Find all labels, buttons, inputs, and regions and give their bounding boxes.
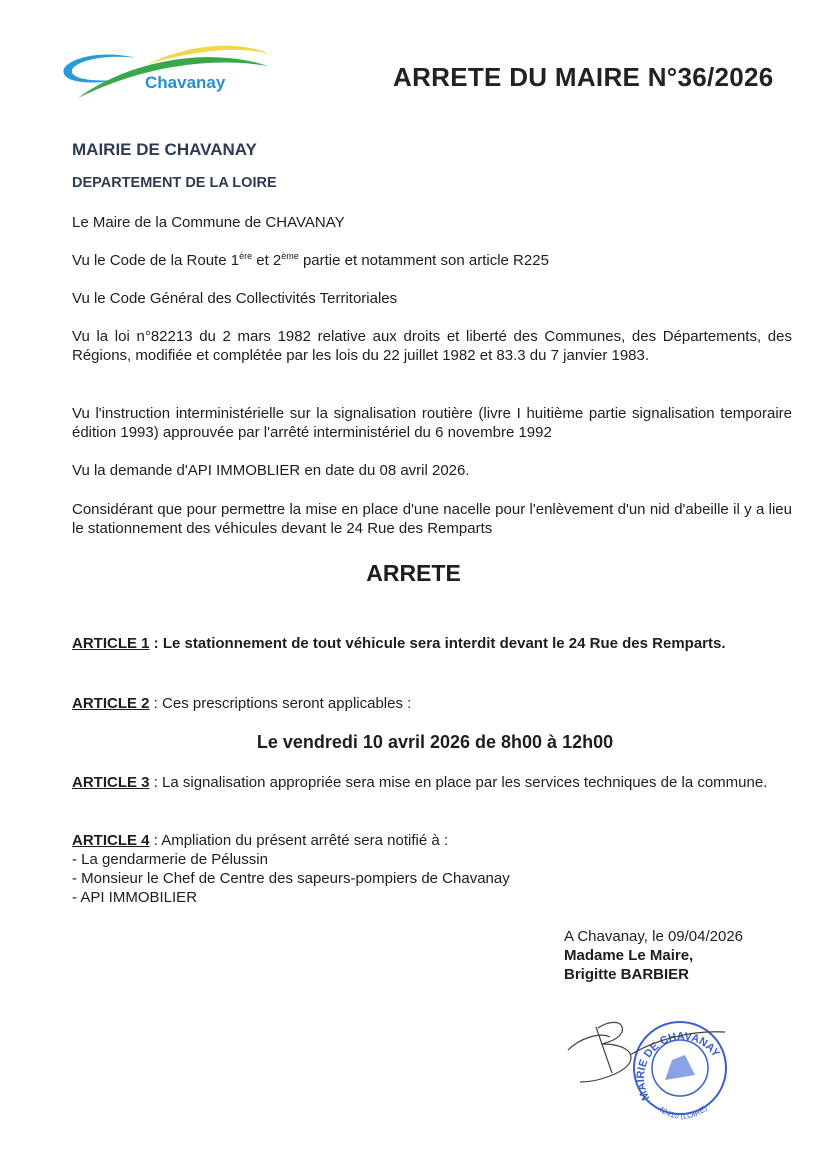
- signature-and-stamp: [560, 1010, 740, 1120]
- arrete-heading: ARRETE: [366, 560, 461, 586]
- preamble-loi: Vu la loi n°82213 du 2 mars 1982 relative aux droits et liberté des Communes, des Départements, des Régions, modifiée et complétée par les lois du 22 juillet 1982 et 83.3 du 7 janvier 1983.: [72, 328, 792, 364]
- official-stamp: [634, 1022, 726, 1120]
- svg-text:42410 (LOIRE): 42410 (LOIRE): [656, 1103, 709, 1120]
- recipient: - Monsieur le Chef de Centre des sapeurs-pompiers de Chavanay: [72, 870, 510, 887]
- chavanay-logo: [58, 36, 288, 106]
- document-title: ARRETE DU MAIRE N°36/2026: [393, 62, 774, 92]
- signature-block: [564, 927, 743, 984]
- recipient: - API IMMOBILIER: [72, 889, 198, 906]
- departement-heading: DEPARTEMENT DE LA LOIRE: [72, 175, 277, 191]
- date-line: Le vendredi 10 avril 2026 de 8h00 à 12h00: [256, 732, 614, 752]
- svg-text:MAIRIE DE CHAVANAY: MAIRIE DE CHAVANAY: [634, 1030, 722, 1103]
- article-4: ARTICLE 4 : Ampliation du présent arrêté sera notifié à :: [72, 832, 449, 849]
- article-2: ARTICLE 2 : Ces prescriptions seront applicables :: [72, 695, 412, 712]
- preamble-demande: Vu la demande d'API IMMOBLIER en date du 08 avril 2026.: [72, 462, 470, 479]
- place-date: A Chavanay, le 09/04/2026: [564, 928, 744, 945]
- preamble-maire: Le Maire de la Commune de CHAVANAY: [72, 214, 345, 231]
- article-3: ARTICLE 3 : La signalisation appropriée sera mise en place par les services techniques de la commune.: [72, 774, 768, 791]
- preamble-cgct: Vu le Code Général des Collectivités Territoriales: [72, 290, 398, 307]
- recipient: - La gendarmerie de Pélussin: [72, 851, 268, 868]
- article-1: ARTICLE 1 : Le stationnement de tout véhicule sera interdit devant le 24 Rue des Remparts.: [72, 635, 726, 652]
- signatory-name: Brigitte BARBIER: [564, 966, 690, 983]
- preamble-considerant: Considérant que pour permettre la mise en place d'une nacelle pour l'enlèvement d'un nid d'abeille il y a lieu le stationnement des véhicules devant le 24 Rue des Remparts: [72, 501, 792, 537]
- mairie-heading: MAIRIE DE CHAVANAY: [72, 140, 257, 159]
- preamble-code-route: Vu le Code de la Route 1ère et 2ème partie et notamment son article R225: [72, 251, 549, 269]
- recipient-list: [72, 850, 792, 907]
- logo-text: Chavanay: [145, 73, 226, 92]
- signatory-role: Madame Le Maire,: [564, 947, 694, 964]
- preamble-instruction: Vu l'instruction interministérielle sur la signalisation routière (livre I huitième partie signalisation temporaire édition 1993) approuvée par l'arrêté interministériel du 6 novembre 1992: [72, 405, 792, 441]
